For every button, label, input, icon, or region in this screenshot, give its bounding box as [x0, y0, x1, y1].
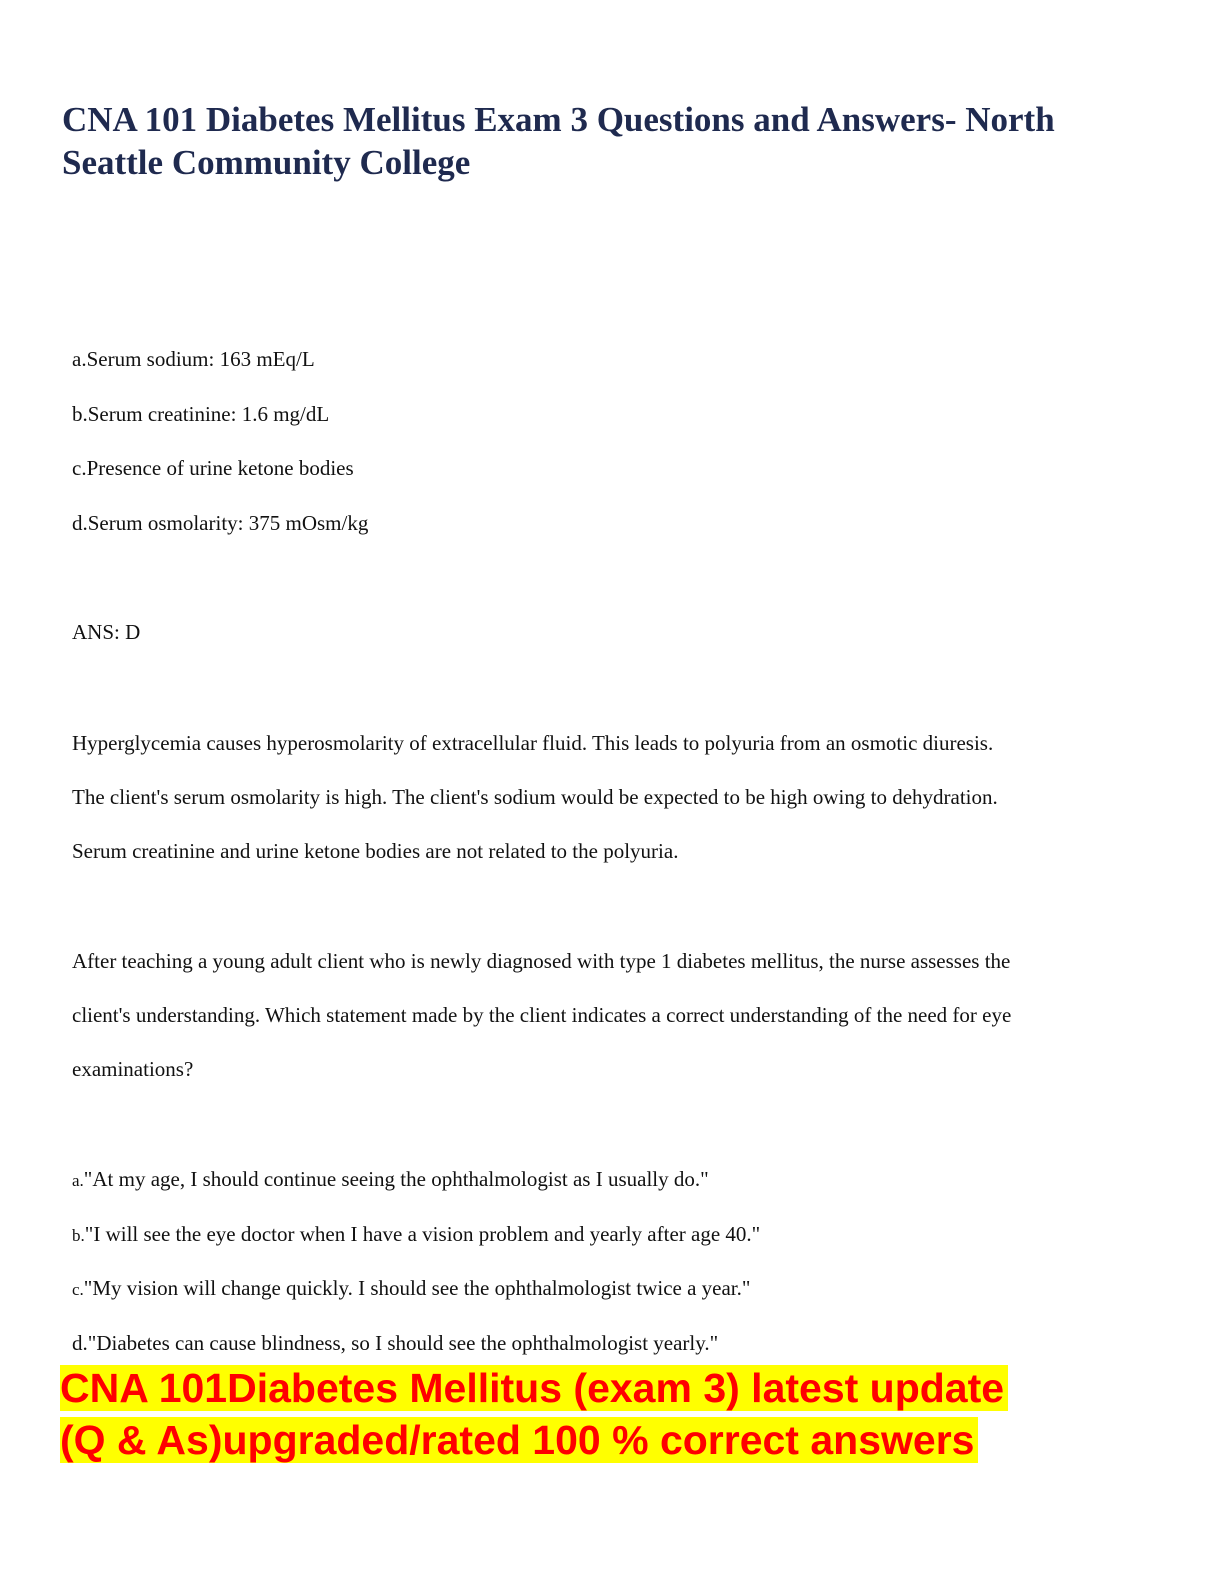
promo-banner [60, 1362, 1160, 1466]
q1-option-c: c.Presence of urine ketone bodies [72, 456, 354, 480]
q2-option-b-letter: b. [72, 1226, 85, 1245]
document-title: CNA 101 Diabetes Mellitus Exam 3 Questions and Answers- North Seattle Community College [62, 100, 1055, 182]
q1-option-d: d.Serum osmolarity: 375 mOsm/kg [72, 511, 369, 535]
q2-stem-line-1: After teaching a young adult client who is newly diagnosed with type 1 diabetes mellitus, the nurse assesses the [72, 949, 1011, 973]
q2-stem-line-3: examinations? [72, 1057, 194, 1081]
q2-option-d-text: "Diabetes can cause blindness, so I should see the ophthalmologist yearly." [87, 1331, 719, 1355]
q1-rationale-line-1: Hyperglycemia causes hyperosmolarity of extracellular fluid. This leads to polyuria from an osmotic diuresis. [72, 731, 994, 755]
q1-answer: ANS: D [72, 620, 141, 644]
q2-stem-line-2: client's understanding. Which statement made by the client indicates a correct understanding of the need for eye [72, 1003, 1012, 1027]
promo-banner-line-2: (Q & As)upgraded/rated 100 % correct answers [60, 1417, 978, 1463]
q2-option-c-text: "My vision will change quickly. I should see the ophthalmologist twice a year." [83, 1276, 751, 1300]
q2-option-c [72, 1276, 750, 1302]
promo-banner-line-1: CNA 101Diabetes Mellitus (exam 3) latest update [60, 1365, 1008, 1411]
q1-option-a: a.Serum sodium: 163 mEq/L [72, 347, 315, 371]
q1-rationale-line-2: The client's serum osmolarity is high. The client's sodium would be expected to be high owing to dehydration. [72, 785, 998, 809]
q2-option-a [72, 1167, 709, 1193]
q2-option-d-letter: d. [72, 1331, 88, 1355]
q2-option-a-text: "At my age, I should continue seeing the ophthalmologist as I usually do." [83, 1167, 709, 1191]
q2-option-c-letter: c. [72, 1280, 84, 1299]
q2-option-b [72, 1222, 760, 1248]
q1-option-b: b.Serum creatinine: 1.6 mg/dL [72, 402, 330, 426]
q2-option-a-letter: a. [72, 1171, 84, 1190]
q2-option-b-text: "I will see the eye doctor when I have a vision problem and yearly after age 40." [84, 1222, 761, 1246]
q2-option-d [72, 1331, 718, 1355]
q1-rationale-line-3: Serum creatinine and urine ketone bodies are not related to the polyuria. [72, 839, 679, 863]
